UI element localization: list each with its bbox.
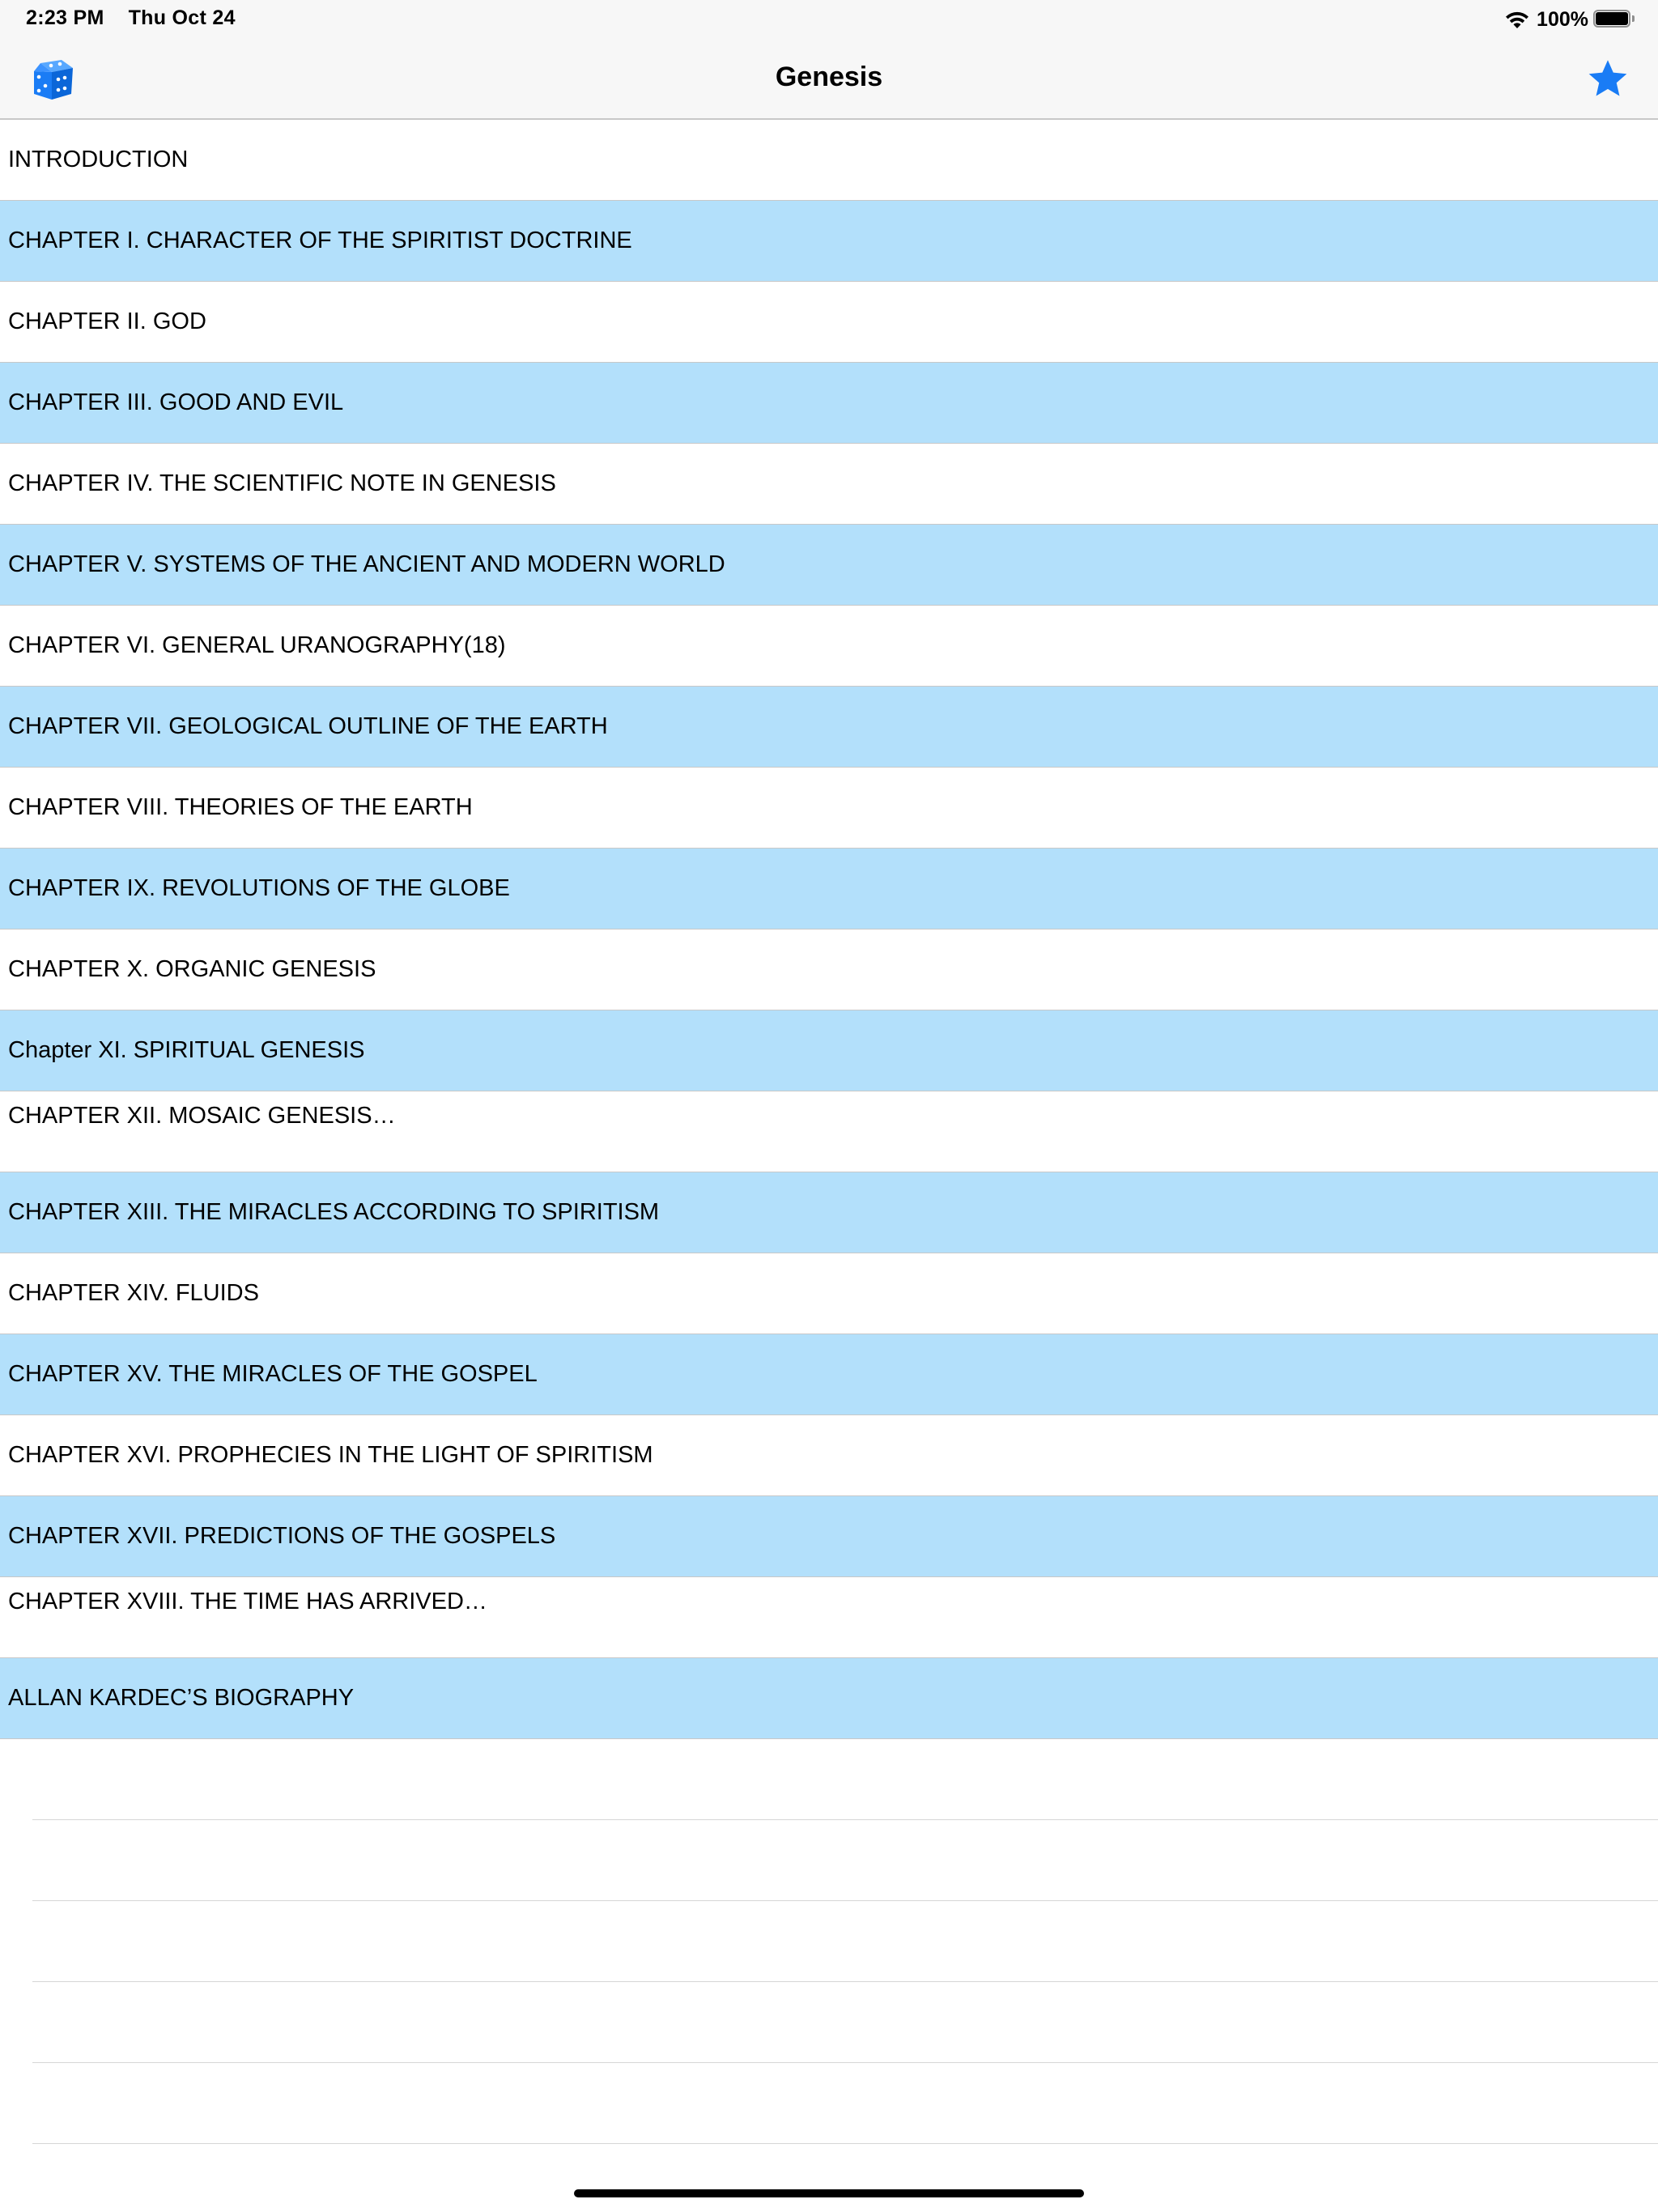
chapter-row-18[interactable] (0, 1577, 1658, 1658)
chapter-row-12[interactable] (0, 1091, 1658, 1172)
empty-row (32, 1982, 1658, 2063)
status-time: 2:23 PM (26, 6, 104, 29)
empty-row (32, 1820, 1658, 1901)
chapter-row-1[interactable] (0, 201, 1658, 282)
chapter-label: CHAPTER XIII. THE MIRACLES ACCORDING TO SPIRITISM (8, 1199, 660, 1225)
chapter-label: CHAPTER VII. GEOLOGICAL OUTLINE OF THE EARTH (8, 713, 608, 739)
chapter-label: CHAPTER V. SYSTEMS OF THE ANCIENT AND MODERN WORLD (8, 551, 725, 577)
battery-icon (1593, 10, 1635, 29)
chapter-row-7[interactable] (0, 687, 1658, 768)
chapter-row-8[interactable] (0, 768, 1658, 849)
chapter-row-17[interactable] (0, 1496, 1658, 1577)
chapter-row-14[interactable] (0, 1253, 1658, 1334)
chapter-label: CHAPTER III. GOOD AND EVIL (8, 389, 344, 415)
chapter-label: CHAPTER II. GOD (8, 308, 206, 334)
chapter-row-4[interactable] (0, 444, 1658, 525)
chapter-label: CHAPTER IV. THE SCIENTIFIC NOTE IN GENESIS (8, 470, 556, 496)
status-date: Thu Oct 24 (128, 6, 236, 29)
battery-percent: 100% (1537, 7, 1588, 31)
empty-row (32, 1901, 1658, 1982)
chapter-row-13[interactable] (0, 1172, 1658, 1253)
chapter-list (0, 120, 1658, 2144)
star-icon[interactable] (1585, 57, 1630, 102)
chapter-row-15[interactable] (0, 1334, 1658, 1415)
wifi-icon (1504, 9, 1530, 30)
chapter-label: Chapter XI. SPIRITUAL GENESIS (8, 1037, 365, 1063)
chapter-label: CHAPTER XVIII. THE TIME HAS ARRIVED… (8, 1589, 487, 1614)
chapter-row-9[interactable] (0, 849, 1658, 929)
chapter-row-16[interactable] (0, 1415, 1658, 1496)
chapter-row-10[interactable] (0, 929, 1658, 1010)
home-indicator[interactable] (574, 2189, 1084, 2197)
empty-row (32, 2063, 1658, 2144)
chapter-label: CHAPTER VIII. THEORIES OF THE EARTH (8, 794, 473, 820)
chapter-row-introduction[interactable] (0, 120, 1658, 201)
chapter-row-2[interactable] (0, 282, 1658, 363)
status-time-date (26, 6, 260, 30)
chapter-label: CHAPTER XII. MOSAIC GENESIS… (8, 1103, 396, 1129)
status-indicators (1504, 5, 1635, 34)
chapter-row-5[interactable] (0, 525, 1658, 606)
empty-row (32, 1739, 1658, 1820)
chapter-label: CHAPTER VI. GENERAL URANOGRAPHY(18) (8, 632, 506, 658)
chapter-row-3[interactable] (0, 363, 1658, 444)
chapter-row-6[interactable] (0, 606, 1658, 687)
chapter-label: CHAPTER XV. THE MIRACLES OF THE GOSPEL (8, 1361, 538, 1387)
navigation-bar (0, 39, 1658, 120)
chapter-label: CHAPTER I. CHARACTER OF THE SPIRITIST DOCTRINE (8, 228, 632, 253)
chapter-label: INTRODUCTION (8, 147, 189, 172)
chapter-label: ALLAN KARDEC’S BIOGRAPHY (8, 1685, 355, 1711)
chapter-label: CHAPTER IX. REVOLUTIONS OF THE GLOBE (8, 875, 510, 901)
chapter-label: CHAPTER X. ORGANIC GENESIS (8, 956, 376, 982)
chapter-label: CHAPTER XVII. PREDICTIONS OF THE GOSPELS (8, 1523, 556, 1549)
chapter-label: CHAPTER XIV. FLUIDS (8, 1280, 259, 1306)
status-bar (0, 0, 1658, 39)
chapter-row-11[interactable] (0, 1010, 1658, 1091)
page-title: Genesis (775, 62, 883, 92)
chapter-row-biography[interactable] (0, 1658, 1658, 1739)
chapter-label: CHAPTER XVI. PROPHECIES IN THE LIGHT OF SPIRITISM (8, 1442, 653, 1468)
